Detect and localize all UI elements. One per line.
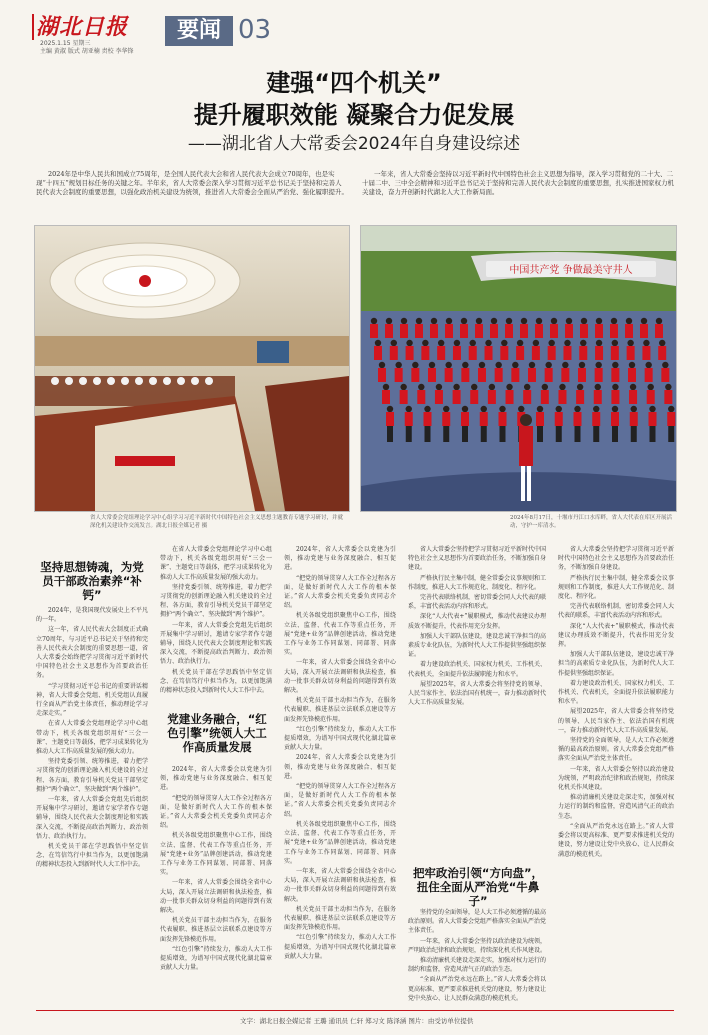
person-head: [662, 362, 668, 368]
person-head: [665, 384, 671, 390]
article-2-cont-paragraph: “把党的领导贯穿人大工作全过程各方面，是做好新时代人大工作的根本保证。”省人大常委会机关党委负责同志介绍。: [284, 783, 396, 818]
person-vest: [386, 412, 394, 426]
person-legs: [593, 426, 599, 442]
person-head: [559, 384, 565, 390]
article-2-cont-paragraph: “红色引擎”持续发力，推动人大工作提质增效，为谱写中国式现代化湖北篇章贡献人大力量。: [284, 934, 396, 960]
person-legs: [462, 426, 468, 442]
article-1-body: [36, 606, 148, 1006]
headline-line-1: 建强“四个机关”: [266, 69, 442, 97]
person-legs: [481, 426, 487, 442]
person-vest: [500, 346, 508, 360]
person-head: [577, 384, 583, 390]
person-head: [611, 318, 617, 324]
person-vest: [579, 346, 587, 360]
person-vest: [400, 390, 408, 404]
person-vest: [488, 390, 496, 404]
person-vest: [592, 412, 600, 426]
article-2-cont-paragraph: 一年来，省人大常委会围绕全省中心大局，深入开展立法调研和执法检查，推动一批事关群众切身利益的问题得到有效解决。: [284, 659, 396, 695]
article-2-paragraph: “红色引擎”持续发力，推动人大工作提质增效，为谱写中国式现代化湖北篇章贡献人大力量。: [160, 945, 272, 972]
person-head: [386, 318, 392, 324]
article-1-cont-paragraph: 坚持党委引领、统筹推进，着力把学习贯彻党的创新理论融入机关建设的全过程、各方面，教育引导机关党员干部坚定拥护“两个确立”、坚决做到“两个维护”。: [160, 583, 272, 619]
person-vest: [548, 346, 556, 360]
person-vest: [629, 390, 637, 404]
article-3-paragraph: “全面从严治党永远在路上。”省人大常委会将以更高标准、更严要求推进机关党的建设，努力建设让党中央放心、让人民群众满意的模范机关。: [408, 976, 546, 1002]
editor-credits: 主编 黄淑 版式 胡亚楠 责校 李华锋: [40, 48, 134, 55]
person-head: [506, 318, 512, 324]
headline-subtitle: ——湖北省人大常委会2024年自身建设综述: [187, 134, 521, 154]
person-head: [431, 318, 437, 324]
person-head: [542, 384, 548, 390]
person-head: [612, 340, 618, 346]
person-vest: [480, 412, 488, 426]
person-head: [630, 384, 636, 390]
person-vest: [374, 346, 382, 360]
person-head: [596, 318, 602, 324]
article-1-cont-paragraph: 一年来，省人大常委会党组先后组织开展集中学习研讨，邀请专家学者作专题辅导，围绕人民代表大会制度理论和实践深入交流，不断提高政治判断力、政治领悟力、政治执行力。: [160, 621, 272, 666]
intro-left: 2024年是中华人民共和国成立75周年，是全国人民代表大会和省人民代表大会成立70周年，也是实现“十四五”规划目标任务的关键之年。半年来，省人大常委会深入学习贯彻习近平总书记关于坚持和完善人民代表大会制度的重要思想，以强化政治机关建设为统领，推进省人大常委会全面从严治党、强化履职提升。: [36, 170, 348, 196]
article-3-lead: [408, 545, 546, 865]
person-vest: [647, 390, 655, 404]
person-head: [422, 340, 428, 346]
person-vest: [664, 390, 672, 404]
section-label: 要闻: [165, 16, 233, 46]
person-head: [418, 384, 424, 390]
person-legs: [575, 426, 581, 442]
person-head: [626, 318, 632, 324]
intro-right: 一年来，省人大常委会坚持以习近平新时代中国特色社会主义思想为指导，深入学习贯彻党的二十大、二十届二中、三中全会精神和习近平总书记关于坚持和完善人民代表大会制度的重要思想，扎实推进国家权力机关建设，奋力开创新时代湖北人大工作新局面。: [362, 170, 674, 196]
person-head: [406, 340, 412, 346]
right-col-paragraph: 一年来，省人大常委会坚持以政治建设为统领，严明政治纪律和政治规矩，持续深化机关作风建设。: [558, 765, 674, 792]
footer-rule: [36, 1010, 674, 1011]
article-1-paragraph: 一年来，省人大常委会党组先后组织开展集中学习研讨，邀请专家学者作专题辅导，围绕人民代表大会制度理论和实践深入交流，不断提高政治判断力、政治领悟力、政治执行力。: [36, 796, 148, 840]
person-head: [462, 406, 468, 412]
meeting-photo: [34, 225, 350, 512]
person-head: [566, 318, 572, 324]
person-vest: [550, 324, 558, 338]
person-legs: [500, 426, 506, 442]
article-3-lead-paragraph: 省人大常委会坚持把学习贯彻习近平新时代中国特色社会主义思想作为首要政治任务，不断加强自身建设。: [408, 546, 546, 572]
person-vest: [430, 324, 438, 338]
person-vest: [561, 368, 569, 382]
person-head: [471, 384, 477, 390]
article-2-cont-paragraph: 一年来，省人大常委会围绕全省中心大局，深入开展立法调研和执法检查，推动一批事关群众切身利益的问题得到有效解决。: [284, 867, 396, 903]
person-vest: [594, 390, 602, 404]
person-vest: [555, 412, 563, 426]
person-vest: [460, 324, 468, 338]
person-vest: [642, 346, 650, 360]
person-vest: [424, 412, 432, 426]
person-head: [406, 406, 412, 412]
article-3-body: [408, 908, 546, 1006]
person-vest: [628, 368, 636, 382]
article-2-paragraph: “把党的领导贯穿人大工作全过程各方面，是做好新时代人大工作的根本保证。”省人大常委会机关党委负责同志介绍。: [160, 794, 272, 830]
right-col-paragraph: 着力建设政治机关、国家权力机关、工作机关、代表机关，全面提升依法履职能力和水平。: [558, 679, 674, 706]
article-3-paragraph: 一年来，省人大常委会坚持以政治建设为统领，严明政治纪律和政治规矩，持续深化机关作风建设。: [408, 937, 546, 954]
person-vest: [475, 324, 483, 338]
person-head: [551, 318, 557, 324]
right-col-paragraph: 推动清廉机关建设走深走实，加强对权力运行的制约和监督，营造风清气正的政治生态。: [558, 794, 674, 820]
person-legs: [612, 426, 618, 442]
person-head: [643, 340, 649, 346]
article-2-paragraph: 机关党员干部主动担当作为，在服务代表履职、推进基层立法联系点建设等方面发挥先锋模范作用。: [160, 917, 272, 943]
article-3-lead-paragraph: 完善代表联络机制，密切常委会同人大代表的联系，丰富代表活动内容和形式。: [408, 594, 546, 611]
right-col-paragraph: 加强人大干部队伍建设，建设忠诚干净担当的高素质专业化队伍，为新时代人大工作提供坚强组织保证。: [558, 651, 674, 677]
person-head: [548, 340, 554, 346]
person-head: [595, 362, 601, 368]
person-head: [641, 318, 647, 324]
person-head: [445, 362, 451, 368]
person-vest: [645, 368, 653, 382]
person-head: [489, 384, 495, 390]
person-head: [446, 318, 452, 324]
article-1-paragraph: 这一年，省人民代表大会制度正式确立70周年，与习近平总书记关于坚持和完善人民代表大会制度的重要思想一道，省人大常委会始终把学习贯彻习近平新时代中国特色社会主义思想作为首要政治任务。: [36, 626, 148, 680]
person-head: [517, 340, 523, 346]
person-head: [443, 406, 449, 412]
person-head: [645, 362, 651, 368]
person-vest: [437, 346, 445, 360]
person-vest: [442, 412, 450, 426]
person-head: [595, 384, 601, 390]
person-vest: [625, 324, 633, 338]
article-2-lead: [160, 545, 272, 695]
person-legs: [556, 426, 562, 442]
person-vest: [532, 346, 540, 360]
masthead-info: [40, 40, 134, 56]
page-number: 03: [238, 15, 272, 45]
article-2-cont-paragraph: “把党的领导贯穿人大工作全过程各方面，是做好新时代人大工作的根本保证。”省人大常委会机关党委负责同志介绍。: [284, 574, 396, 610]
person-vest: [655, 324, 663, 338]
person-vest: [421, 346, 429, 360]
person-head: [424, 406, 430, 412]
article-2-cont-paragraph: 机关党员干部主动担当作为，在服务代表履职、推进基层立法联系点建设等方面发挥先锋模范作用。: [284, 697, 396, 723]
article-3-lead-paragraph: 严格执行民主集中制，健全常委会议事规则和工作制度，推进人大工作规范化、制度化、程序化。: [408, 574, 546, 591]
person-head: [612, 362, 618, 368]
right-col-paragraph: 坚持党的全面领导，是人大工作必须遵循的最高政治原则。省人大常委会党组严格落实全面从严治党主体责任。: [558, 737, 674, 763]
person-vest: [520, 324, 528, 338]
person-head: [629, 362, 635, 368]
person-head: [491, 318, 497, 324]
person-head: [438, 340, 444, 346]
article-3-lead-paragraph: 深化“人大代表+”履职模式，推动代表建议办理质效不断提升，代表作用充分发挥。: [408, 613, 546, 630]
left-photo-caption: 省人大常委会党组理论学习中心组学习习近平新时代中国特色社会主义思想主题教育专题学习研讨，并就深化机关建设作交流发言。湖北日报全媒记者 摄: [90, 515, 344, 529]
person-head: [379, 362, 385, 368]
person-vest: [523, 390, 531, 404]
person-vest: [405, 412, 413, 426]
person-head: [668, 406, 674, 412]
person-head: [524, 384, 530, 390]
person-head: [485, 340, 491, 346]
right-col-paragraph: 深化“人大代表+”履职模式，推动代表建议办理质效不断提升，代表作用充分发挥。: [558, 622, 674, 649]
person-head: [536, 318, 542, 324]
person-vest: [611, 346, 619, 360]
person-vest: [576, 390, 584, 404]
article-2-paragraph: 机关各级党组织聚焦中心工作，围绕立法、监督、代表工作等重点任务，开展“党建+业务”品牌创建活动，推动党建工作与业务工作同谋划、同部署、同落实。: [160, 832, 272, 877]
article-2-title: 党建业务融合，“红色引擎”统领人大工作高质量发展: [167, 712, 267, 754]
article-2-cont-paragraph: 机关党员干部主动担当作为，在服务代表履职、推进基层立法联系点建设等方面发挥先锋模范作用。: [284, 905, 396, 932]
article-2-paragraph: 一年来，省人大常委会围绕全省中心大局，深入开展立法调研和执法检查，推动一批事关群众切身利益的问题得到有效解决。: [160, 879, 272, 915]
person-head: [593, 406, 599, 412]
article-2-cont-paragraph: 机关各级党组织聚焦中心工作，围绕立法、监督、代表工作等重点任务，开展“党建+业务”品牌创建活动，推动党建工作与业务工作同谋划、同部署、同落实。: [284, 820, 396, 865]
article-1-cont-paragraph: 在省人大常委会党组理论学习中心组带动下，机关各级党组织用好“三会一课”、主题党日等载体，把学习成果转化为推动人大工作高质量发展的强大动力。: [160, 546, 272, 581]
right-photo-caption: 2024年8月17日，十堰市丹江口水库畔，省人大代表在库区开展活动，守护一库清水。: [510, 515, 672, 529]
article-1-cont-paragraph: 机关党员干部在学思践悟中坚定信念、在笃信笃行中担当作为，以更加饱满的精神状态投入到新时代人大工作中去。: [160, 668, 272, 695]
article-2-cont-paragraph: 2024年，省人大常委会以党建为引领，推动党建与业务深度融合、相互促进。: [284, 546, 396, 572]
person-vest: [495, 368, 503, 382]
person-head: [470, 340, 476, 346]
person-head: [545, 362, 551, 368]
person-head: [631, 406, 637, 412]
person-vest: [541, 390, 549, 404]
person-head: [529, 362, 535, 368]
person-head: [612, 406, 618, 412]
person-vest: [595, 346, 603, 360]
person-vest: [580, 324, 588, 338]
article-1-paragraph: 在省人大常委会党组理论学习中心组带动下，机关各级党组织用好“三会一课”、主题党日等载体，把学习成果转化为推动人大工作高质量发展的强大动力。: [36, 720, 148, 756]
person-vest: [595, 324, 603, 338]
person-head: [580, 340, 586, 346]
article-2-body: [160, 765, 272, 1005]
person-vest: [453, 346, 461, 360]
person-head: [401, 318, 407, 324]
person-vest: [461, 368, 469, 382]
person-vest: [611, 412, 619, 426]
person-vest: [385, 324, 393, 338]
person-legs: [537, 426, 543, 442]
person-head: [499, 406, 505, 412]
person-vest: [545, 368, 553, 382]
group-outdoor-image: [361, 226, 676, 511]
person-vest: [658, 346, 666, 360]
person-legs: [650, 426, 656, 442]
person-head: [481, 406, 487, 412]
person-head: [562, 362, 568, 368]
banner-sign: 中国共产党 争做最美守井人: [509, 265, 633, 276]
person-vest: [378, 368, 386, 382]
person-head: [400, 384, 406, 390]
article-3-paragraph: 坚持党的全面领导，是人大工作必须遵循的最高政治原则。省人大常委会党组严格落实全面从严治党主体责任。: [408, 909, 546, 935]
person-vest: [578, 368, 586, 382]
person-head: [436, 384, 442, 390]
person-head: [495, 362, 501, 368]
person-head: [627, 340, 633, 346]
person-vest: [505, 324, 513, 338]
issue-date: 2025.1.15 星期三: [40, 40, 91, 47]
person-vest: [461, 412, 469, 426]
group-photo: [360, 225, 677, 512]
article-2-cont-paragraph: 机关各级党组织聚焦中心工作，围绕立法、监督、代表工作等重点任务，开展“党建+业务”品牌创建活动，推动党建工作与业务工作同谋划、同部署、同落实。: [284, 612, 396, 657]
person-vest: [558, 390, 566, 404]
right-col-paragraph: 展望2025年，省人大常委会将坚持党的领导、人民当家作主、依法治国有机统一，奋力推动新时代人大工作高质量发展。: [558, 708, 674, 734]
person-vest: [511, 368, 519, 382]
person-head: [375, 340, 381, 346]
person-head: [537, 406, 543, 412]
person-vest: [390, 346, 398, 360]
article-3-lead-paragraph: 着力建设政治机关、国家权力机关、工作机关、代表机关，全面提升依法履职能力和水平。: [408, 661, 546, 678]
person-vest: [627, 346, 635, 360]
person-head: [371, 318, 377, 324]
person-vest: [428, 368, 436, 382]
person-vest: [535, 324, 543, 338]
person-vest: [411, 368, 419, 382]
person-head: [521, 318, 527, 324]
person-head: [574, 406, 580, 412]
person-legs: [425, 426, 431, 442]
person-vest: [661, 368, 669, 382]
article-1-paragraph: “学习贯彻习近平总书记的重要讲话精神，省人大常委会党组、机关党组认真履行全面从严治党主体责任，推动理论学习走深走实。”: [36, 682, 148, 718]
person-vest: [574, 412, 582, 426]
person-legs: [387, 426, 393, 442]
person-head: [533, 340, 539, 346]
person-head: [395, 362, 401, 368]
person-head: [649, 406, 655, 412]
person-vest: [469, 346, 477, 360]
person-vest: [485, 346, 493, 360]
right-col-paragraph: “全面从严治党永远在路上。”省人大常委会将以更高标准、更严要求推进机关党的建设，努力建设让党中央放心、让人民群众满意的模范机关。: [558, 822, 674, 858]
article-1-paragraph: 坚持党委引领、统筹推进，着力把学习贯彻党的创新理论融入机关建设的全过程、各方面，教育引导机关党员干部坚定拥护“两个确立”、坚决做到“两个维护”。: [36, 758, 148, 793]
article-3-paragraph: 推动清廉机关建设走深走实，加强对权力运行的制约和监督，营造风清气正的政治生态。: [408, 957, 546, 974]
person-head: [383, 384, 389, 390]
article-1-paragraph: 机关党员干部在学思践悟中坚定信念、在笃信笃行中担当作为，以更加饱满的精神状态投入到新时代人大工作中去。: [36, 843, 148, 869]
article-2-paragraph: 2024年，省人大常委会以党建为引领，推动党建与业务深度融合、相互促进。: [160, 766, 272, 792]
person-vest: [611, 390, 619, 404]
person-legs: [668, 426, 674, 442]
person-head: [512, 362, 518, 368]
person-vest: [595, 368, 603, 382]
person-vest: [536, 412, 544, 426]
person-head: [612, 384, 618, 390]
person-vest: [528, 368, 536, 382]
person-head: [518, 406, 524, 412]
person-vest: [630, 412, 638, 426]
person-vest: [490, 324, 498, 338]
person-head: [461, 318, 467, 324]
person-head: [479, 362, 485, 368]
person-head: [476, 318, 482, 324]
person-head: [462, 362, 468, 368]
person-head: [564, 340, 570, 346]
person-head: [659, 340, 665, 346]
person-vest: [435, 390, 443, 404]
person-head: [412, 362, 418, 368]
person-vest: [445, 324, 453, 338]
meeting-hall-image: [35, 226, 349, 511]
person-vest: [417, 390, 425, 404]
person-head: [596, 340, 602, 346]
person-vest: [649, 412, 657, 426]
person-vest: [610, 324, 618, 338]
person-vest: [370, 324, 378, 338]
person-head: [581, 318, 587, 324]
person-vest: [565, 324, 573, 338]
article-1-title: 坚持思想铸魂，为党员干部政治素养“补钙”: [40, 560, 144, 602]
right-col-paragraph: 省人大常委会坚持把学习贯彻习近平新时代中国特色社会主义思想作为首要政治任务，不断加强自身建设。: [558, 546, 674, 572]
right-column-text: [558, 545, 674, 1005]
right-col-paragraph: 完善代表联络机制，密切常委会同人大代表的联系，丰富代表活动内容和形式。: [558, 603, 674, 620]
person-vest: [667, 412, 675, 426]
person-head: [429, 362, 435, 368]
right-col-paragraph: 严格执行民主集中制，健全常委会议事规则和工作制度，推进人大工作规范化、制度化、程序化。: [558, 574, 674, 601]
person-vest: [563, 346, 571, 360]
article-1-paragraph: 2024年，是我国现代发展史上不平凡的一年。: [36, 607, 148, 624]
person-vest: [470, 390, 478, 404]
person-head: [391, 340, 397, 346]
article-3-title: 把牢政治引领“方向盘”，扭住全面从严治党“牛鼻子”: [412, 866, 544, 908]
person-vest: [499, 412, 507, 426]
article-3-lead-paragraph: 加强人大干部队伍建设，建设忠诚干净担当的高素质专业化队伍，为新时代人大工作提供坚强组织保证。: [408, 632, 546, 659]
person-vest: [611, 368, 619, 382]
person-legs: [443, 426, 449, 442]
footer-credits: 文字：湖北日报全媒记者 王璐 通讯员 仁轩 郑习文 陈泽涵 图片：由受访单位提供: [240, 1017, 474, 1025]
article-2-cont-paragraph: 2024年，省人大常委会以党建为引领，推动党建与业务深度融合、相互促进。: [284, 754, 396, 780]
article-2-continued: [284, 545, 396, 1005]
article-2-cont-paragraph: “红色引擎”持续发力，推动人大工作提质增效，为谱写中国式现代化湖北篇章贡献人大力量。: [284, 725, 396, 752]
person-vest: [382, 390, 390, 404]
person-legs: [631, 426, 637, 442]
person-head: [416, 318, 422, 324]
person-head: [579, 362, 585, 368]
person-vest: [640, 324, 648, 338]
person-vest: [516, 346, 524, 360]
person-head: [501, 340, 507, 346]
person-head: [556, 406, 562, 412]
person-legs: [406, 426, 412, 442]
person-vest: [400, 324, 408, 338]
person-vest: [478, 368, 486, 382]
masthead-logo: 湖北日报: [36, 14, 129, 40]
person-head: [453, 384, 459, 390]
person-head: [656, 318, 662, 324]
person-head: [454, 340, 460, 346]
person-head: [387, 406, 393, 412]
headline-line-2: 提升履职效能 凝聚合力促发展: [193, 101, 515, 129]
person-vest: [453, 390, 461, 404]
person-vest: [415, 324, 423, 338]
person-head: [648, 384, 654, 390]
article-3-lead-paragraph: 展望2025年，省人大常委会将坚持党的领导、人民当家作主、依法治国有机统一，奋力推动新时代人大工作高质量发展。: [408, 680, 546, 707]
person-vest: [406, 346, 414, 360]
person-vest: [395, 368, 403, 382]
person-head: [506, 384, 512, 390]
person-vest: [506, 390, 514, 404]
person-vest: [445, 368, 453, 382]
